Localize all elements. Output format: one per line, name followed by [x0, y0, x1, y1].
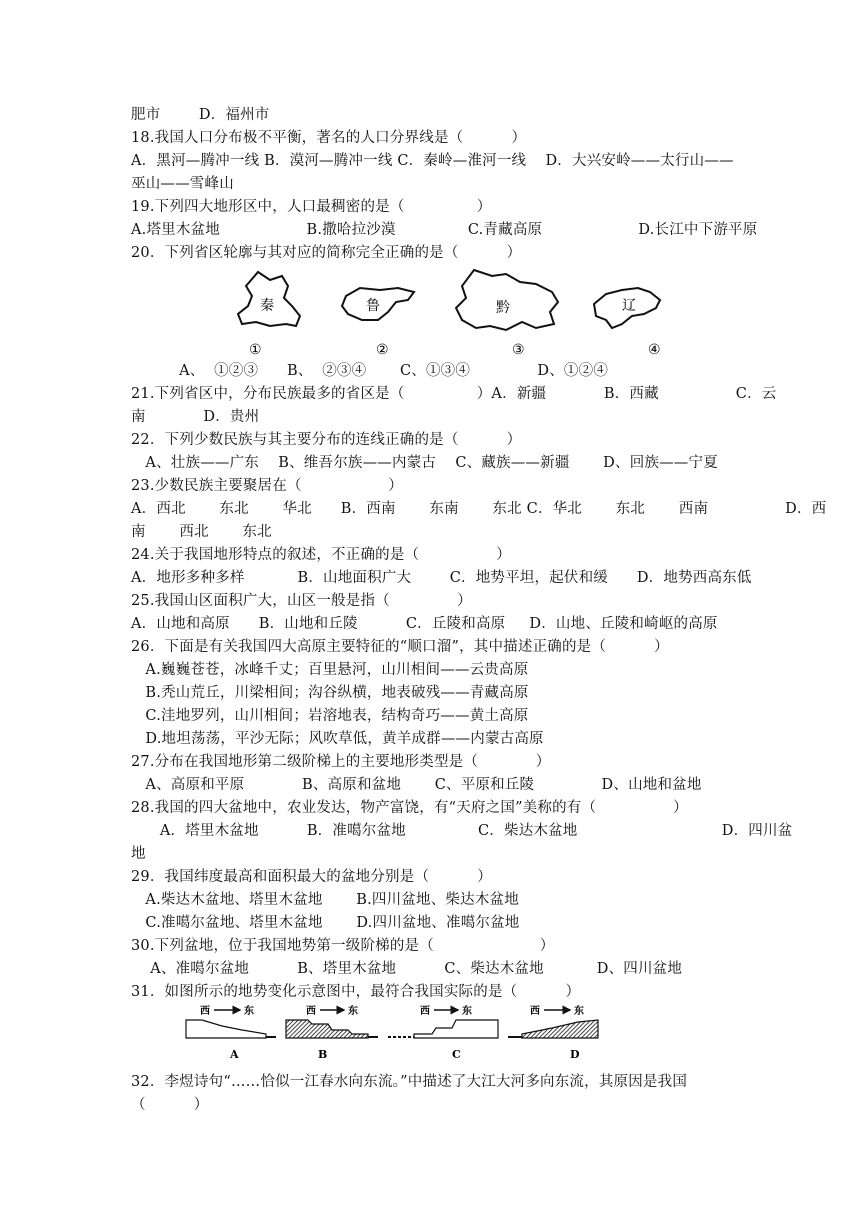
province-outline-shaanxi	[238, 272, 300, 326]
text-line: 肥市 D．福州市	[131, 107, 270, 123]
terrain-profile-d	[508, 1004, 598, 1061]
question-26-option-b: B.秃山荒丘，川梁相间；沟谷纵横，地表破残——青藏高原	[131, 685, 529, 701]
question-18: 18.我国人口分布极不平衡，著名的人口分界线是（ ）	[131, 130, 527, 146]
question-30: 30.下列盆地，位于我国地势第一级阶梯的是（ ）	[131, 938, 555, 954]
question-18-options: A．黑河—腾冲一线 B．漠河—腾冲一线 C．秦岭—淮河一线 D．大兴安岭——太行山——	[131, 153, 734, 169]
question-26-option-d: D.地坦荡荡，平沙无际；风吹草低，黄羊成群——内蒙古高原	[131, 731, 544, 747]
direction-west-label: 西	[200, 1006, 210, 1017]
terrain-profile-c	[388, 1004, 498, 1061]
question-28-options: A．塔里木盆地 B．准噶尔盆地 C．柴达木盆地 D．四川盆	[131, 823, 793, 839]
question-21-cont: 南 D．贵州	[131, 409, 260, 425]
question-29: 29．我国纬度最高和面积最大的盆地分别是（ ）	[131, 869, 492, 885]
question-26: 26．下面是有关我国四大高原主要特征的“顺口溜”，其中描述正确的是（ ）	[131, 639, 669, 655]
direction-west-label: 西	[306, 1006, 316, 1017]
province-number-3: ③	[512, 342, 525, 358]
direction-east-label: 东	[244, 1006, 254, 1017]
direction-west-label: 西	[420, 1006, 430, 1017]
question-22: 22．下列少数民族与其主要分布的连线正确的是（ ）	[131, 432, 522, 448]
question-29-options-ab: A.柴达木盆地、塔里木盆地 B.四川盆地、柴达木盆地	[131, 892, 519, 908]
direction-west-label: 西	[530, 1006, 540, 1017]
province-label-3: 黔	[496, 300, 510, 316]
direction-east-label: 东	[348, 1006, 358, 1017]
question-19: 19.下列四大地形区中，人口最稠密的是（ ）	[131, 199, 492, 215]
question-20-options: A、 ①②③ B、 ②③④ C、①③④ D、①②④	[131, 363, 609, 379]
province-outline-liaoning	[594, 288, 660, 328]
profile-letter-a: A	[230, 1048, 239, 1061]
question-29-options-cd: C.准噶尔盆地、塔里木盆地 D.四川盆地、准噶尔盆地	[131, 915, 520, 931]
question-26-option-a: A.巍巍苍苍，冰峰千丈；百里悬河，山川相间——云贵高原	[131, 662, 529, 678]
question-28: 28.我国的四大盆地中，农业发达，物产富饶，有“天府之国”美称的有（ ）	[131, 800, 688, 816]
question-24: 24.关于我国地形特点的叙述，不正确的是（ ）	[131, 547, 511, 563]
question-26-option-c: C.洼地罗列，山川相间；岩溶地表，结构奇巧——黄土高原	[131, 708, 529, 724]
question-27-options: A、高原和平原 B、高原和盆地 C、平原和丘陵 D、山地和盆地	[131, 777, 702, 793]
profile-letter-b: B	[318, 1048, 328, 1061]
province-label-1: 秦	[260, 298, 274, 314]
terrain-profile-b	[286, 1004, 378, 1061]
province-number-2: ②	[376, 342, 389, 358]
province-outline-guizhou	[456, 270, 558, 330]
province-outlines-figure	[230, 268, 690, 358]
province-number-4: ④	[648, 342, 661, 358]
direction-east-label: 东	[574, 1006, 584, 1017]
profile-letter-c: C	[452, 1048, 461, 1061]
question-18-options-cont: 巫山——雪峰山	[131, 176, 234, 192]
question-30-options: A、准噶尔盆地 B、塔里木盆地 C、柴达木盆地 D、四川盆地	[131, 961, 683, 977]
question-32-cont: （ ）	[131, 1097, 209, 1113]
province-label-2: 鲁	[366, 298, 380, 314]
question-20: 20．下列省区轮廓与其对应的简称完全正确的是（ ）	[131, 245, 522, 261]
direction-east-label: 东	[462, 1006, 472, 1017]
question-23-options-cont: 南 西北 东北	[131, 524, 272, 540]
question-23: 23.少数民族主要聚居在（ ）	[131, 478, 403, 494]
question-24-options: A．地形多种多样 B．山地面积广大 C．地势平坦，起伏和缓 D．地势西高东低	[131, 570, 752, 586]
question-25: 25.我国山区面积广大，山区一般是指（ ）	[131, 593, 472, 609]
province-outline-shandong	[342, 288, 414, 320]
question-32: 32．李煜诗句“……恰似一江春水向东流。”中描述了大江大河多向东流，其原因是我国	[131, 1074, 688, 1090]
question-31: 31．如图所示的地势变化示意图中，最符合我国实际的是（ ）	[131, 984, 581, 1000]
terrain-profiles-figure	[182, 1004, 612, 1062]
province-label-4: 辽	[622, 298, 636, 314]
question-19-options: A.塔里木盆地 B.撒哈拉沙漠 C.青藏高原 D.长江中下游平原	[131, 222, 758, 238]
question-21: 21.下列省区中，分布民族最多的省区是（ ）A．新疆 B．西藏 C．云	[131, 386, 777, 402]
question-22-options: A、壮族——广东 B、维吾尔族——内蒙古 C、藏族——新疆 D、回族——宁夏	[131, 455, 718, 471]
province-number-1: ①	[249, 342, 262, 358]
question-27: 27.分布在我国地形第二级阶梯上的主要地形类型是（ ）	[131, 754, 551, 770]
question-23-options: A．西北 东北 华北 B．西南 东南 东北 C．华北 东北 西南 D．西	[131, 501, 827, 517]
terrain-profile-a	[186, 1004, 276, 1061]
profile-letter-d: D	[570, 1048, 580, 1061]
question-28-options-cont: 地	[131, 846, 146, 862]
question-25-options: A．山地和高原 B．山地和丘陵 C．丘陵和高原 D．山地、丘陵和崎岖的高原	[131, 616, 718, 632]
